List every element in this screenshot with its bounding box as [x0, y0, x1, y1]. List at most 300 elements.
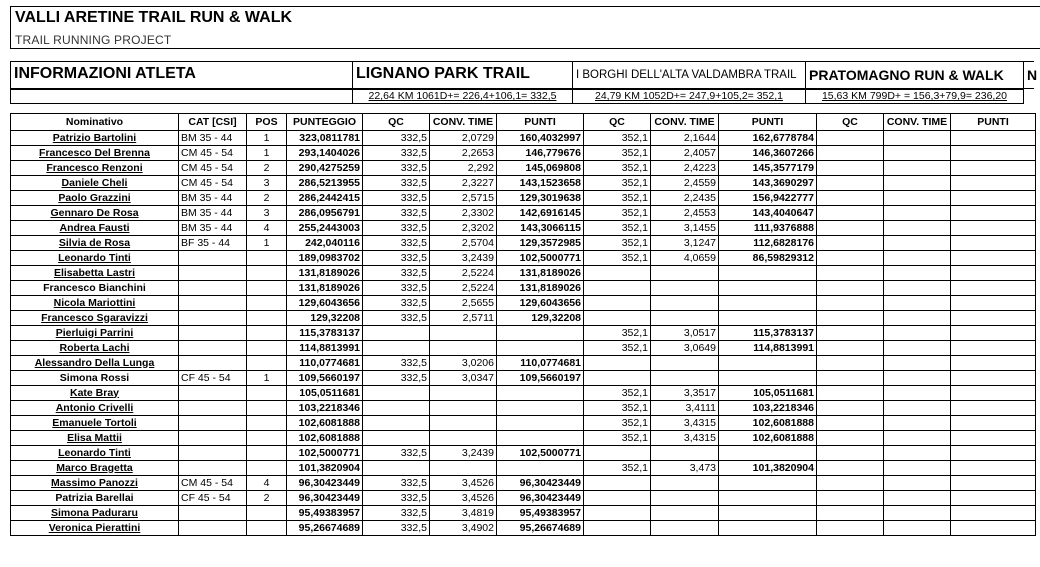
athlete-name[interactable]: Pierluigi Parrini: [11, 326, 179, 341]
athlete-name[interactable]: Elisa Mattii: [11, 431, 179, 446]
cell-cat: CM 45 - 54: [179, 176, 247, 191]
cell-empty: [817, 281, 884, 296]
table-row: [11, 461, 1036, 476]
cell-empty: [951, 206, 1036, 221]
athlete-name[interactable]: Simona Paduraru: [11, 506, 179, 521]
cell-t1: 3,4526: [430, 491, 497, 506]
cell-score: 114,8813991: [287, 341, 363, 356]
document-subtitle: TRAIL RUNNING PROJECT: [15, 33, 172, 47]
cell-t2: [651, 491, 719, 506]
cell-score: 290,4275259: [287, 161, 363, 176]
cell-empty: [817, 341, 884, 356]
cell-p1: [497, 386, 584, 401]
cell-empty: [817, 191, 884, 206]
cell-qc1: 332,5: [363, 206, 430, 221]
cell-t2: 3,4315: [651, 416, 719, 431]
athlete-name[interactable]: Francesco Renzoni: [11, 161, 179, 176]
cell-empty: [884, 311, 951, 326]
cell-t1: 2,5704: [430, 236, 497, 251]
cell-cat: BM 35 - 44: [179, 206, 247, 221]
cell-t1: [430, 341, 497, 356]
cell-p2: 146,3607266: [719, 146, 817, 161]
cell-empty: [817, 206, 884, 221]
cell-p2: [719, 356, 817, 371]
cell-empty: [817, 296, 884, 311]
cell-t2: 3,0517: [651, 326, 719, 341]
cell-pos: [247, 296, 287, 311]
cell-empty: [884, 326, 951, 341]
cell-t1: [430, 386, 497, 401]
cell-t1: 2,3302: [430, 206, 497, 221]
table-row: [11, 281, 1036, 296]
cell-cat: CM 45 - 54: [179, 146, 247, 161]
column-header: QC: [817, 114, 884, 131]
cell-p2: 101,3820904: [719, 461, 817, 476]
cell-p1: 102,5000771: [497, 251, 584, 266]
cell-empty: [817, 311, 884, 326]
cell-p1: 145,069808: [497, 161, 584, 176]
cell-empty: [817, 146, 884, 161]
cell-p1: 129,3572985: [497, 236, 584, 251]
cell-pos: [247, 506, 287, 521]
cell-score: 286,5213955: [287, 176, 363, 191]
athlete-name[interactable]: Antonio Crivelli: [11, 401, 179, 416]
cell-p2: [719, 476, 817, 491]
table-row: [11, 206, 1036, 221]
cell-empty: [884, 176, 951, 191]
cell-p1: 96,30423449: [497, 491, 584, 506]
cell-score: 323,0811781: [287, 131, 363, 146]
cell-score: 109,5660197: [287, 371, 363, 386]
cell-empty: [951, 176, 1036, 191]
cell-qc2: [584, 446, 651, 461]
cell-empty: [884, 371, 951, 386]
cell-empty: [951, 221, 1036, 236]
cell-qc2: 352,1: [584, 401, 651, 416]
cell-cat: [179, 446, 247, 461]
cell-empty: [884, 266, 951, 281]
cell-t2: [651, 446, 719, 461]
cell-t2: [651, 521, 719, 536]
cell-qc1: 332,5: [363, 236, 430, 251]
cell-pos: 2: [247, 491, 287, 506]
cell-empty: [884, 161, 951, 176]
cell-cat: CF 45 - 54: [179, 491, 247, 506]
cell-cat: [179, 266, 247, 281]
cell-p1: 129,3019638: [497, 191, 584, 206]
cell-qc1: 332,5: [363, 176, 430, 191]
athlete-name[interactable]: Roberta Lachi: [11, 341, 179, 356]
cell-empty: [951, 446, 1036, 461]
table-row: [11, 176, 1036, 191]
cell-qc2: [584, 371, 651, 386]
cell-pos: [247, 281, 287, 296]
cell-empty: [884, 251, 951, 266]
cell-score: 102,6081888: [287, 416, 363, 431]
cell-p1: 102,5000771: [497, 446, 584, 461]
cell-p1: 96,30423449: [497, 476, 584, 491]
cell-cat: BM 35 - 44: [179, 221, 247, 236]
cell-empty: [951, 506, 1036, 521]
cell-score: 129,6043656: [287, 296, 363, 311]
table-row: [11, 326, 1036, 341]
cell-pos: 1: [247, 146, 287, 161]
cell-cat: CF 45 - 54: [179, 371, 247, 386]
cell-t2: 2,4223: [651, 161, 719, 176]
athlete-name[interactable]: Francesco Del Brenna: [11, 146, 179, 161]
cell-qc2: 352,1: [584, 431, 651, 446]
race3-info: 15,63 KM 799D+ = 156,3+79,9= 236,20: [806, 89, 1024, 104]
cell-qc2: [584, 506, 651, 521]
section-race4: N: [1024, 61, 1034, 89]
cell-t1: 2,2653: [430, 146, 497, 161]
cell-qc1: 332,5: [363, 491, 430, 506]
cell-qc1: 332,5: [363, 446, 430, 461]
table-row: [11, 476, 1036, 491]
cell-pos: [247, 446, 287, 461]
cell-empty: [951, 326, 1036, 341]
cell-p1: 131,8189026: [497, 281, 584, 296]
cell-qc1: 332,5: [363, 476, 430, 491]
athlete-name[interactable]: Emanuele Tortoli: [11, 416, 179, 431]
cell-t1: 3,0347: [430, 371, 497, 386]
cell-p1: [497, 326, 584, 341]
results-table: [10, 113, 1036, 536]
cell-t1: 2,5224: [430, 266, 497, 281]
cell-p2: 111,9376888: [719, 221, 817, 236]
athlete-name[interactable]: Paolo Grazzini: [11, 191, 179, 206]
table-row: [11, 146, 1036, 161]
cell-t1: 3,4526: [430, 476, 497, 491]
cell-pos: 3: [247, 176, 287, 191]
column-header: QC: [363, 114, 430, 131]
cell-p2: 145,3577179: [719, 161, 817, 176]
cell-empty: [884, 236, 951, 251]
cell-t2: [651, 476, 719, 491]
athlete-name[interactable]: Leonardo Tinti: [11, 251, 179, 266]
cell-empty: [817, 476, 884, 491]
cell-cat: [179, 416, 247, 431]
cell-empty: [884, 281, 951, 296]
cell-p1: [497, 401, 584, 416]
cell-empty: [884, 146, 951, 161]
cell-t2: 2,4057: [651, 146, 719, 161]
cell-empty: [951, 521, 1036, 536]
cell-qc2: 352,1: [584, 341, 651, 356]
cell-score: 115,3783137: [287, 326, 363, 341]
table-row: [11, 296, 1036, 311]
athlete-name[interactable]: Elisabetta Lastri: [11, 266, 179, 281]
athlete-name: Simona Rossi: [11, 371, 179, 386]
cell-t1: 2,5224: [430, 281, 497, 296]
cell-p1: 143,3066115: [497, 221, 584, 236]
athlete-name[interactable]: Andrea Fausti: [11, 221, 179, 236]
cell-empty: [817, 131, 884, 146]
cell-empty: [951, 386, 1036, 401]
cell-empty: [817, 386, 884, 401]
cell-qc2: 352,1: [584, 416, 651, 431]
cell-score: 286,0956791: [287, 206, 363, 221]
cell-t2: 3,3517: [651, 386, 719, 401]
cell-empty: [884, 356, 951, 371]
cell-p2: [719, 266, 817, 281]
cell-empty: [817, 401, 884, 416]
cell-qc1: 332,5: [363, 296, 430, 311]
cell-qc2: [584, 281, 651, 296]
athlete-name[interactable]: Veronica Pierattini: [11, 521, 179, 536]
table-row: [11, 506, 1036, 521]
cell-score: 131,8189026: [287, 266, 363, 281]
cell-empty: [951, 131, 1036, 146]
cell-t2: [651, 266, 719, 281]
cell-empty: [884, 416, 951, 431]
cell-p2: [719, 446, 817, 461]
cell-qc1: 332,5: [363, 521, 430, 536]
cell-t1: 3,4902: [430, 521, 497, 536]
cell-empty: [951, 251, 1036, 266]
cell-empty: [817, 251, 884, 266]
cell-cat: [179, 356, 247, 371]
cell-score: 95,26674689: [287, 521, 363, 536]
athlete-name[interactable]: Nicola Mariottini: [11, 296, 179, 311]
cell-p2: 112,6828176: [719, 236, 817, 251]
cell-p1: [497, 341, 584, 356]
cell-p1: 109,5660197: [497, 371, 584, 386]
cell-p2: 162,6778784: [719, 131, 817, 146]
cell-empty: [884, 206, 951, 221]
table-row: [11, 221, 1036, 236]
cell-t2: [651, 281, 719, 296]
section-athlete-info: INFORMAZIONI ATLETA: [10, 61, 353, 89]
cell-pos: 1: [247, 131, 287, 146]
cell-empty: [817, 326, 884, 341]
column-header: CONV. TIME: [651, 114, 719, 131]
athlete-name[interactable]: Daniele Cheli: [11, 176, 179, 191]
cell-empty: [884, 131, 951, 146]
cell-empty: [884, 386, 951, 401]
cell-empty: [951, 476, 1036, 491]
cell-empty: [817, 431, 884, 446]
cell-qc2: 352,1: [584, 146, 651, 161]
cell-pos: [247, 461, 287, 476]
cell-empty: [951, 461, 1036, 476]
table-header-row: [11, 114, 1036, 131]
cell-p2: [719, 491, 817, 506]
athlete-name[interactable]: Kate Bray: [11, 386, 179, 401]
cell-p2: 105,0511681: [719, 386, 817, 401]
cell-score: 189,0983702: [287, 251, 363, 266]
athlete-name[interactable]: Patrizio Bartolini: [11, 131, 179, 146]
cell-cat: [179, 506, 247, 521]
cell-qc1: 332,5: [363, 371, 430, 386]
cell-t2: [651, 356, 719, 371]
cell-p1: [497, 431, 584, 446]
cell-t2: 4,0659: [651, 251, 719, 266]
cell-empty: [951, 431, 1036, 446]
cell-empty: [951, 281, 1036, 296]
cell-qc2: [584, 521, 651, 536]
cell-qc2: [584, 296, 651, 311]
cell-cat: [179, 386, 247, 401]
cell-t2: 2,1644: [651, 131, 719, 146]
cell-pos: 1: [247, 371, 287, 386]
cell-t2: 2,2435: [651, 191, 719, 206]
cell-score: 131,8189026: [287, 281, 363, 296]
table-row: [11, 161, 1036, 176]
cell-empty: [817, 266, 884, 281]
cell-score: 242,040116: [287, 236, 363, 251]
cell-t2: 2,4553: [651, 206, 719, 221]
table-row: [11, 401, 1036, 416]
cell-t2: 2,4559: [651, 176, 719, 191]
cell-qc2: [584, 491, 651, 506]
cell-qc1: 332,5: [363, 251, 430, 266]
cell-t1: 3,2439: [430, 251, 497, 266]
race1-info: 22,64 KM 1061D+= 226,4+106,1= 332,5: [353, 89, 573, 104]
cell-t1: 2,5655: [430, 296, 497, 311]
cell-pos: [247, 341, 287, 356]
cell-score: 102,6081888: [287, 431, 363, 446]
cell-qc2: 352,1: [584, 221, 651, 236]
cell-empty: [817, 491, 884, 506]
cell-t2: 3,0649: [651, 341, 719, 356]
cell-qc2: 352,1: [584, 131, 651, 146]
cell-empty: [951, 401, 1036, 416]
cell-qc2: 352,1: [584, 161, 651, 176]
cell-empty: [951, 371, 1036, 386]
cell-score: 105,0511681: [287, 386, 363, 401]
cell-score: 255,2443003: [287, 221, 363, 236]
document-title: VALLI ARETINE TRAIL RUN & WALK: [15, 9, 293, 26]
cell-empty: [951, 266, 1036, 281]
cell-pos: 2: [247, 191, 287, 206]
cell-pos: 2: [247, 161, 287, 176]
table-row: [11, 266, 1036, 281]
cell-empty: [817, 506, 884, 521]
cell-empty: [817, 416, 884, 431]
cell-qc2: 352,1: [584, 461, 651, 476]
cell-t2: 3,4315: [651, 431, 719, 446]
cell-empty: [884, 491, 951, 506]
athlete-name[interactable]: Alessandro Della Lunga: [11, 356, 179, 371]
athlete-name[interactable]: Massimo Panozzi: [11, 476, 179, 491]
cell-cat: [179, 251, 247, 266]
table-row: [11, 371, 1036, 386]
cell-p2: 102,6081888: [719, 431, 817, 446]
cell-t2: [651, 296, 719, 311]
cell-cat: [179, 521, 247, 536]
cell-cat: [179, 461, 247, 476]
cell-cat: BF 35 - 44: [179, 236, 247, 251]
cell-empty: [951, 416, 1036, 431]
cell-t1: 3,0206: [430, 356, 497, 371]
cell-t1: 3,2439: [430, 446, 497, 461]
cell-t1: [430, 416, 497, 431]
cell-cat: CM 45 - 54: [179, 476, 247, 491]
column-header: PUNTI: [951, 114, 1036, 131]
cell-pos: [247, 266, 287, 281]
cell-empty: [951, 296, 1036, 311]
cell-qc2: [584, 356, 651, 371]
cell-empty: [884, 521, 951, 536]
cell-qc2: [584, 476, 651, 491]
cell-score: 110,0774681: [287, 356, 363, 371]
cell-qc1: [363, 461, 430, 476]
cell-p1: 95,49383957: [497, 506, 584, 521]
cell-p2: 114,8813991: [719, 341, 817, 356]
cell-p2: [719, 296, 817, 311]
athlete-name[interactable]: Gennaro De Rosa: [11, 206, 179, 221]
cell-p2: 156,9422777: [719, 191, 817, 206]
cell-t1: 3,4819: [430, 506, 497, 521]
document-header: [10, 6, 1040, 49]
cell-t1: 2,3202: [430, 221, 497, 236]
cell-pos: 4: [247, 221, 287, 236]
cell-cat: [179, 431, 247, 446]
column-header: CONV. TIME: [884, 114, 951, 131]
cell-score: 96,30423449: [287, 491, 363, 506]
cell-score: 293,1404026: [287, 146, 363, 161]
table-body: [11, 131, 1036, 536]
cell-pos: 4: [247, 476, 287, 491]
cell-t1: 2,3227: [430, 176, 497, 191]
table-row: [11, 341, 1036, 356]
cell-empty: [817, 221, 884, 236]
cell-empty: [884, 431, 951, 446]
cell-empty: [951, 236, 1036, 251]
cell-empty: [951, 161, 1036, 176]
cell-cat: [179, 281, 247, 296]
cell-pos: [247, 251, 287, 266]
cell-pos: 1: [247, 236, 287, 251]
cell-qc2: [584, 266, 651, 281]
cell-pos: [247, 386, 287, 401]
table-row: [11, 131, 1036, 146]
cell-qc1: [363, 431, 430, 446]
cell-pos: [247, 431, 287, 446]
cell-qc1: [363, 341, 430, 356]
athlete-name[interactable]: Leonardo Tinti: [11, 446, 179, 461]
cell-pos: [247, 311, 287, 326]
cell-t2: 3,473: [651, 461, 719, 476]
table-row: [11, 236, 1036, 251]
cell-pos: 3: [247, 206, 287, 221]
cell-p1: 110,0774681: [497, 356, 584, 371]
table-row: [11, 521, 1036, 536]
cell-qc2: 352,1: [584, 206, 651, 221]
cell-p1: 160,4032997: [497, 131, 584, 146]
cell-qc1: [363, 326, 430, 341]
cell-qc1: [363, 401, 430, 416]
cell-qc1: [363, 386, 430, 401]
cell-t1: [430, 401, 497, 416]
cell-p2: [719, 371, 817, 386]
cell-p2: [719, 506, 817, 521]
cell-score: 96,30423449: [287, 476, 363, 491]
cell-empty: [951, 356, 1036, 371]
athlete-name[interactable]: Silvia de Rosa: [11, 236, 179, 251]
athlete-name[interactable]: Marco Bragetta: [11, 461, 179, 476]
table-row: [11, 491, 1036, 506]
cell-p1: 131,8189026: [497, 266, 584, 281]
cell-qc2: 352,1: [584, 236, 651, 251]
cell-t2: 3,4111: [651, 401, 719, 416]
cell-t1: 2,5715: [430, 191, 497, 206]
cell-qc2: 352,1: [584, 191, 651, 206]
cell-empty: [817, 521, 884, 536]
column-header: PUNTI: [719, 114, 817, 131]
athlete-name[interactable]: Francesco Sgaravizzi: [11, 311, 179, 326]
